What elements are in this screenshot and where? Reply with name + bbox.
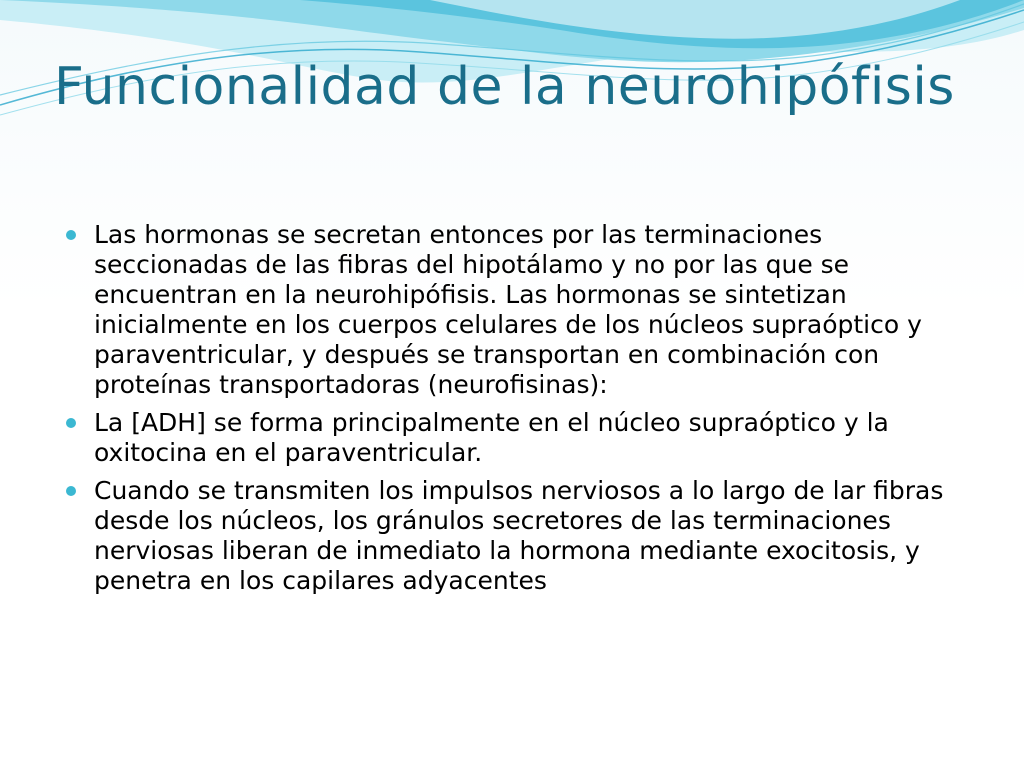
slide-title: Funcionalidad de la neurohipófisis: [54, 57, 955, 117]
bullet-dot-icon: [66, 230, 76, 240]
bullet-dot-icon: [66, 418, 76, 428]
bullet-item: [62, 408, 967, 468]
bullet-dot-icon: [66, 486, 76, 496]
bullet-item: [62, 476, 967, 596]
bullet-text: Cuando se transmiten los impulsos nerviosos a lo largo de lar fibras desde los núcleos, los gránulos secretores de las terminaciones nerviosas liberan de inmediato la hormona mediante exocitosis, y penetra en los capilares adyacentes: [94, 476, 944, 595]
bullet-item: [62, 220, 967, 400]
bullet-list: [62, 220, 967, 604]
bullet-text: La [ADH] se forma principalmente en el núcleo supraóptico y la oxitocina en el paraventricular.: [94, 408, 889, 467]
bullet-text: Las hormonas se secretan entonces por las terminaciones seccionadas de las fibras del hipotálamo y no por las que se encuentran en la neurohipófisis. Las hormonas se sintetizan inicialmente en los cuerpos celulares de los núcleos supraóptico y paraventricular, y después se transportan en combinación con proteínas transportadoras (neurofisinas):: [94, 220, 922, 399]
